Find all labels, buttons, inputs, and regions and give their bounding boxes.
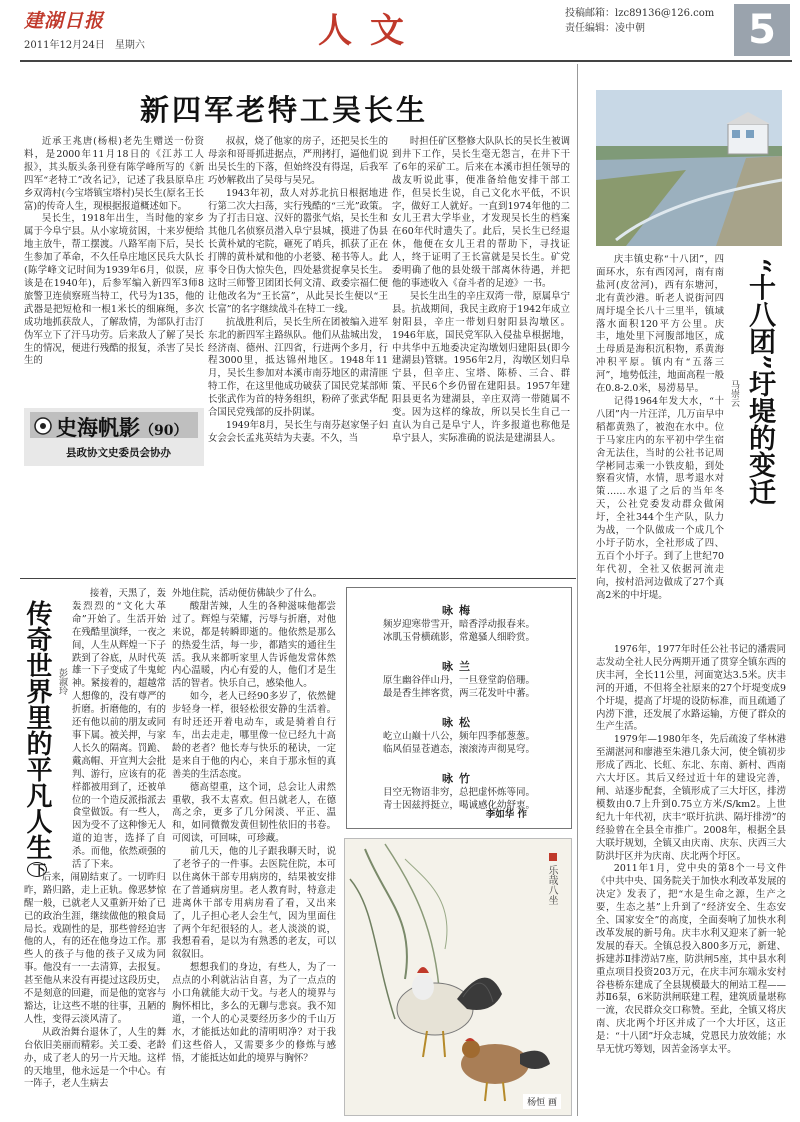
painting bbox=[344, 838, 572, 1116]
poems-spacer bbox=[347, 588, 571, 602]
banner-subtitle: 县政协文史委员会协办 bbox=[66, 447, 171, 459]
poem-line: 冰肌玉骨横疏影，常邀骚人细聆赏。 bbox=[382, 632, 535, 643]
paragraph: 抗战胜利后，吴长生所在团被编入进军东北的新四军主路纵队。他们从盐城出发，经济南、德州、江四省，行进两个多月，行程3000里，抵达锦州地区。1948年11月，吴长生参加对本溪市南芬地区的肃清匪特工作，在这里他成功破获了国民党某部师长张武作为首的特务组织，粉碎了张武华配合国民党残部的反扑阴谋。 bbox=[208, 316, 388, 419]
poem-line: 临风佰显苍遒态，滚滚涛声彻晃穹。 bbox=[382, 744, 535, 755]
paragraph: 后来，闹剧结束了。一切昨归昨，路归路，走上正轨。像恶梦惊醒一般，已就老人又重新开始了已已的政治生涯，继续做他的粮食局局长。戏剧性的是，那些曾经迫害他的人，有的还在他身边工作。那些人的孩子与他的孩子又成为同事。他没有一一去清算，去报复。甚至他从来没有再提过这段历史，不是刻意的回避，而是他的宽容与豁达，让这些不堪的往事，丑陋的人性，变得云淡风清了。 bbox=[24, 871, 166, 1025]
section-title: 人文 bbox=[318, 11, 422, 51]
poems-spacer bbox=[347, 756, 571, 770]
painting-caption: 杨恒 画 bbox=[523, 1094, 561, 1109]
column-banner bbox=[24, 408, 204, 466]
paragraph: 庆丰镇史称“十八团”，四面环水，东有西冈河，南有南盐河(皮岔河)，西有东塘河，北有黄沙港。昕老人说街河四周圩堤全长八十三里半，镇域落水面积120平方公里。庆丰，地处里下河腹部地区，成土母质是海积沉积物，系黄海冲积平原。镇内有“五落三河”，地势低洼，地面高程一般在0.8-2.0米，易涝易旱。 bbox=[596, 254, 724, 395]
poem-title: 咏梅 bbox=[442, 604, 476, 617]
paragraph: 叔叔，烧了他家的房子，还把吴长生的母亲和哥哥抓进据点，严刑拷打，逼他们说出吴长生的下落，但始终没有得逞，后我军巧妙解救出了吴母与吴兄。 bbox=[208, 136, 388, 186]
river-photo bbox=[596, 90, 782, 246]
banner-icon bbox=[34, 417, 52, 439]
poem-line: 原生幽谷伴山丹，一旦登堂韵倍珊。 bbox=[382, 675, 535, 686]
poem-title: 咏竹 bbox=[442, 772, 476, 785]
article3-col-top bbox=[596, 254, 724, 642]
poem-block bbox=[347, 658, 571, 700]
article2-col1 bbox=[24, 588, 166, 1114]
header-info bbox=[565, 6, 714, 36]
paragraph: 如今，老人已经90多岁了，依然健步轻身一样，很轻松很安静的生活着。有时还还开着电动车，或是骑着自行车，出去走走，哪里像一位已经九十高龄的老者？他长寿与快乐的秘诀，一定是来自于他的内心，来自于那永恒的真善美的生活态度。 bbox=[172, 691, 336, 780]
article3-col-bottom bbox=[596, 644, 786, 1116]
responsible-editor: 责任编辑：凌中朝 bbox=[565, 23, 645, 34]
paragraph: 近承王兆唐(杨根)老先生赠送一份资料，是2000年11月18日的《江苏工人报》，其头版头条刊登有陈学峰所写的《新四军“老特工”改名记》，记述了我县原阜庄乡双湾村(今宝塔镇宝塔村)吴长生(原名王长富)的传奇人生，现根据报道概述如下。 bbox=[24, 136, 204, 212]
poem-line: 屹立山巅十八公，频年四季郁葱葱。 bbox=[382, 731, 535, 742]
poem-line: 目空无物语非穷，总把虚怀炼等同。 bbox=[382, 787, 535, 798]
article2-author: 彭淑玲 bbox=[57, 668, 67, 695]
poems-author: 李如华 作 bbox=[485, 809, 527, 820]
painting-inscription: 乐哉八坐 bbox=[546, 865, 557, 905]
poem-block bbox=[347, 714, 571, 756]
rooster-painting-image bbox=[345, 839, 571, 1115]
paragraph: 外地住院，活动便仿佛缺少了什么。 bbox=[172, 588, 323, 599]
section-divider bbox=[20, 578, 576, 579]
article1-col1 bbox=[24, 136, 204, 367]
article1-title: 新四军老特工吴长生 bbox=[140, 93, 429, 127]
article1-col2 bbox=[208, 136, 388, 574]
banner-title bbox=[56, 412, 187, 442]
poem-line: 最是香生摔客赏，两三花发叶中蕃。 bbox=[382, 688, 535, 699]
paragraph: 接着，天黑了，轰轰烈烈的“文化大革命”开始了。生活开始在残酷里演绎，一夜之间，人生从辉煌一下子跌到了谷底，从时代英雄一下子变成了牛鬼蛇神。紧接着的，超越常人想像的，没有尊严的折磨。折磨他的，有的还有他以前的朋友或同事下属。被关押，与家人长久的隔离。罚跪、戴高帽、开宣判大会批判、游行，应该有的花样都被用到了，还被单位的一个造反派指派去食堂做饭。有一些人，因为受不了这种惨无人道的迫害，选择了自杀。而他，依然顽强的活了下来。 bbox=[72, 588, 166, 871]
page-number: 5 bbox=[734, 4, 790, 56]
banner-title-text: 史海帆影 bbox=[56, 415, 140, 440]
banner-issue: （90） bbox=[140, 423, 188, 439]
issue-date: 2011年12月24日 星期六 bbox=[24, 40, 145, 51]
article3-author: 马崇云 bbox=[729, 380, 739, 407]
paragraph: 吴长生，1918年出生，当时他的家乡属于今阜宁县。从小家境贫困，十来岁便给地主放牛，帮工摆渡。八路军南下后，吴长生参加了革命，不久任阜庄地区民兵大队长(陈学峰文记时间为1939年6月，似误，应该是在1940年)，后参军编入新四军3师8旅警卫连侦察班当特工，代号为135，他的武器是把短枪和一根1米长的细麻绳，多次成功地抓获敌人，了解敌情，为部队打击汀伪军立下了汗马功劳。后来敌人了解了吴长生的情况，便进行残酷的报复，杀害了吴长生的 bbox=[24, 213, 204, 367]
paragraph: 记得1964年发大水，“十八团”内一片汪洋，几万亩早中稻都黄熟了，被泡在水中。位于马家庄内的东平初中学生宿舍无法住，当时的公社书记周学彬同志乘一小铁皮船，到处察看灾情，水情，思考退水对策……水退了之后的当年冬天，公社党委发动群众做闲圩，全社344个生产队，队力为战，一个队做成一个成几个小圩子防水，全社形成了四、五百个小圩子。到了上世纪70年代初，全社又依据河流走向，按村沿河边做成了27个真高2米的中圩堤。 bbox=[596, 395, 724, 601]
poem-title: 咏兰 bbox=[442, 660, 476, 673]
paragraph: 酸甜苦辣，人生的各种滋味他都尝过了。辉煌与荣耀，污辱与折磨，对他来说，都是转瞬即逝的。他依然是那么的热爱生活，每一步，都踏实的通往生活。我从来都听家里人告诉他发常体然内心温暖，内心有爱的人，他们才是生活的智者。快乐自己，感染他人。 bbox=[172, 600, 336, 690]
paragraph: 想想我们的身边，有些人，为了一点点的小利就沾沾自喜，为了一点点的小口角就能大动干戈。与老人的境界与胸怀相比，多么的无聊与悲哀。我不知道，一个人的心灵要经历多少的千山万水，才能抵达如此的清明明净？对于我们这些俗人，又需要多少的修炼与感悟，才能抵达如此的境界与胸怀？ bbox=[172, 962, 336, 1064]
submission-email: 投稿邮箱：lzc89136@126.com bbox=[565, 8, 715, 19]
article2-title-text: 传奇世界里的平凡人生 bbox=[22, 600, 52, 860]
river-photo-image bbox=[596, 90, 782, 246]
poems-box bbox=[346, 587, 572, 829]
poems-spacer bbox=[347, 644, 571, 658]
header-rule bbox=[20, 60, 792, 62]
article2-col2 bbox=[172, 588, 336, 1114]
paragraph: 1949年8月，吴长生与南芬赵家堡子妇女会会长孟兆英结为夫妻。不久，当 bbox=[208, 419, 388, 444]
paragraph: 1976年，1977年时任公社书记的潘震同志发动全社人民分两期开通了贯穿全镇东西的庆丰河，全长11公里，河面宽达3.5米。庆丰河的开通，不但将全社原来的27个圩堤变成9个圩堤，提高了圩堤的设防标准，而且疏通了内涝下泄，还发展了水路运输，方便了群众的生产生活。 bbox=[596, 644, 786, 733]
poems-spacer bbox=[347, 700, 571, 714]
poem-block bbox=[347, 770, 571, 812]
poem-line: 频岁迎寒带雪开，暗香浮动报春来。 bbox=[382, 619, 535, 630]
article1-col3 bbox=[392, 136, 570, 574]
paragraph: 吴长生出生的辛庄双湾一带，原属阜宁县。抗战期间，我民主政府于1942年成立射阳县，辛庄一带划归射阳县沟墩区。1946年底，国民党军队入侵盐阜根据地，中共华中五地委决定沟墩划归建阳县(即今建湖县)管辖。1956年2月，沟墩区划归阜宁县，但辛庄、宝塔、陈桥、三合、群策、平民6个乡仍留在建阳县。1957年建阳县更名为建湖县，辛庄双湾一带随属不变。因为这样的缘故，所以吴长生自己一直认为自己是阜宁人，许多报道也称他是阜宁县人，实际准确的说法是建湖县人。 bbox=[392, 290, 570, 444]
paragraph: 德高望重，这个词，总会让人肃然重敬，我不太喜欢。但吕就老人，在德高之余，更多了几分闲淡、平正、温和，如同微微发黄但韧性依旧的书卷。可阅读，可回味，可珍藏。 bbox=[172, 781, 336, 845]
column-divider bbox=[577, 64, 578, 1116]
newspaper-logo: 建湖日报 bbox=[24, 10, 105, 32]
paragraph: 1979年—1980年冬，先后疏浚了华林港至湖湛河和廖港至朱港几条大河，使全镇初步形成了西北、长虹、东北、东南、新村、西南六大圩区。其后又经过近十年的建设完善，闸、站逐步配套，全镇形成了三大圩区，排涝模数由0.7上升到0.75立方米/S/km2。上世纪九十年代初，庆丰“联圩抗洪、隔圩排涝”的经验曾在全县全市推广。2008年，根据全县大联圩规划，全镇又由庆南、庆东、庆西三大防洪圩区并为庆南、庆北两个圩区。 bbox=[596, 734, 786, 862]
article2-part-badge: 下 bbox=[27, 862, 47, 877]
poem-block bbox=[347, 602, 571, 644]
paragraph: 从政治舞台退休了，人生的舞台依旧美丽而精彩。关工委、老龄办，成了老人的另一片天地。这样的天地里，他永远是一个中心。有一阵子，老人生病去 bbox=[24, 1026, 166, 1090]
paragraph: 1943年初，敌人对苏北抗日根据地进行第二次大扫荡，实行残酷的“三光”政策。为了打击日寇、汉奸的嚣张气焰，吴长生和其他几名侦察员潜入阜宁县城，摸进了伪县长黄朴斌的宅院，砸死了哨兵，抓获了正在打牌的黄朴斌和他的小老婆、秘书等人。此事令日伪大惊失色，四处悬赏捉拿吴长生。这时三师警卫团团长何文清、政委宗福仁便让他改名为“王长富”，从此吴长生便以“王长富”的名字继续战斗在特工一线。 bbox=[208, 187, 388, 315]
paragraph: 2011年1月，党中央的第8个一号文件《中共中央、国务院关于加快水利改革发展的决定》发表了，把“水是生命之源，生产之要，生态之基”上升到了“经济安全、生态安全、国家安全”的高度，全面奏响了加快水利改革发展的新号角。庆丰水利又迎来了新一轮发展的春天。全镇总投入800多万元，新建、拆建苏Ⅱ排涝站7座，防洪闸5座，其中县水利重点项目投资203万元，在庆丰河东端永安村谷巷桥东建成了全县规模最大的闸站工程——苏Ⅱ6泵，6米防洪闸联建工程，建筑质量堪称一流，农民群众交口称赞。至此，全镇又将庆南、庆北两个圩区并成了一个大圩区，这正是：“十八团”圩众志城，党恩民力放效能；水旱无忧巧筹划，因苦金汤享太平。 bbox=[596, 863, 786, 1056]
paragraph: 前几天，他的儿子跟我聊天时，说了老爷子的一件事。去医院住院，本可以住离休干部专用病房的，结果被安排在了普通病房里。老人教育时，特意走进离休干部专用病房看了看，又出来了，儿子担心老人会生气，因为里面住了两个年纪很轻的人。老人淡淡的说，我想看看，是以为有熟悉的老友，可以叙叙旧。 bbox=[172, 846, 336, 961]
paragraph: 时担任矿区整修大队队长的吴长生被调到井下工作，吴长生毫无怨言，在井下干了6年的采矿工。后来在本溪市担任领导的战友听说此事，便准备给他安排干部工作，但吴长生说，自己文化水平低，不识字，做好工人就好。一直到1974年他的二女儿王君大学毕业，才发现吴长生的档案在60年代时遗失了。此后，吴长生已经退休，他便在女儿王君的帮助下，寻找证人，终于证明了王长富就是吴长生。矿党委明确了他的县处级干部离休待遇，并把他的事迹收入《奋斗者的足迹》一书。 bbox=[392, 136, 570, 289]
article3-title: “十八团”圩堤的变迁 bbox=[744, 258, 775, 506]
poem-line: 青士因兹捋挺立，喝诚感化幼舒衷。 bbox=[382, 800, 535, 811]
poem-title: 咏松 bbox=[442, 716, 476, 729]
